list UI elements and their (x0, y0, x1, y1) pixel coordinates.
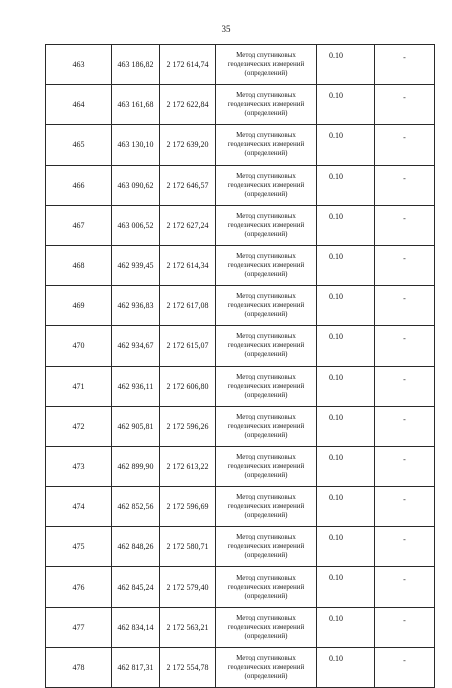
x-coordinate-cell: 463 006,52 (112, 205, 160, 245)
x-coordinate-cell: 463 090,62 (112, 165, 160, 205)
method-line: (определений) (244, 671, 288, 680)
method-line: геодезических измерений (227, 502, 305, 511)
note-cell: - (375, 487, 435, 527)
table-row (46, 567, 435, 607)
note-cell: - (375, 406, 435, 446)
method-line: геодезических измерений (227, 381, 305, 390)
y-coordinate-cell: 2 172 563,21 (160, 607, 216, 647)
point-number-cell: 468 (46, 245, 112, 285)
method-line: (определений) (244, 511, 288, 520)
method-line: Метод спутниковых (236, 452, 296, 461)
precision-cell: 0.10 (317, 286, 375, 326)
method-line: геодезических измерений (227, 140, 305, 149)
method-line: геодезических измерений (227, 180, 305, 189)
x-coordinate-cell: 462 936,83 (112, 286, 160, 326)
y-coordinate-cell: 2 172 596,26 (160, 406, 216, 446)
note-cell: - (375, 326, 435, 366)
precision-cell: 0.10 (317, 45, 375, 85)
x-coordinate-cell: 462 848,26 (112, 527, 160, 567)
method-line: (определений) (244, 591, 288, 600)
method-line: (определений) (244, 109, 288, 118)
method-line: геодезических измерений (227, 261, 305, 270)
method-line: геодезических измерений (227, 100, 305, 109)
method-line: Метод спутниковых (236, 211, 296, 220)
x-coordinate-cell: 463 186,82 (112, 45, 160, 85)
method-line: (определений) (244, 69, 288, 78)
method-line: (определений) (244, 350, 288, 359)
point-number-cell: 474 (46, 487, 112, 527)
table-row (46, 326, 435, 366)
method-line: геодезических измерений (227, 662, 305, 671)
point-number-cell: 466 (46, 165, 112, 205)
point-number-cell: 476 (46, 567, 112, 607)
method-line: геодезических измерений (227, 421, 305, 430)
method-line: геодезических измерений (227, 461, 305, 470)
table-row (46, 165, 435, 205)
x-coordinate-cell: 462 899,90 (112, 446, 160, 486)
y-coordinate-cell: 2 172 614,34 (160, 245, 216, 285)
x-coordinate-cell: 462 852,56 (112, 487, 160, 527)
method-line: геодезических измерений (227, 220, 305, 229)
method-line: (определений) (244, 631, 288, 640)
point-number-cell: 472 (46, 406, 112, 446)
precision-cell: 0.10 (317, 205, 375, 245)
precision-cell: 0.10 (317, 326, 375, 366)
note-cell: - (375, 286, 435, 326)
table-row (46, 205, 435, 245)
y-coordinate-cell: 2 172 646,57 (160, 165, 216, 205)
y-coordinate-cell: 2 172 614,74 (160, 45, 216, 85)
y-coordinate-cell: 2 172 606,80 (160, 366, 216, 406)
table-row (46, 487, 435, 527)
method-cell (216, 125, 317, 165)
method-cell (216, 527, 317, 567)
table-row (46, 245, 435, 285)
note-cell: - (375, 205, 435, 245)
precision-cell: 0.10 (317, 607, 375, 647)
method-line: (определений) (244, 430, 288, 439)
y-coordinate-cell: 2 172 613,22 (160, 446, 216, 486)
y-coordinate-cell: 2 172 580,71 (160, 527, 216, 567)
table-row (46, 527, 435, 567)
point-number-cell: 470 (46, 326, 112, 366)
precision-cell: 0.10 (317, 125, 375, 165)
x-coordinate-cell: 462 845,24 (112, 567, 160, 607)
y-coordinate-cell: 2 172 622,84 (160, 85, 216, 125)
method-line: Метод спутниковых (236, 131, 296, 140)
x-coordinate-cell: 462 905,81 (112, 406, 160, 446)
method-line: Метод спутниковых (236, 91, 296, 100)
precision-cell: 0.10 (317, 165, 375, 205)
method-line: (определений) (244, 310, 288, 319)
precision-cell: 0.10 (317, 567, 375, 607)
method-line: геодезических измерений (227, 341, 305, 350)
method-line: Метод спутниковых (236, 372, 296, 381)
y-coordinate-cell: 2 172 554,78 (160, 647, 216, 687)
method-line: геодезических измерений (227, 582, 305, 591)
precision-cell: 0.10 (317, 647, 375, 687)
y-coordinate-cell: 2 172 579,40 (160, 567, 216, 607)
method-line: геодезических измерений (227, 542, 305, 551)
method-line: Метод спутниковых (236, 653, 296, 662)
method-line: (определений) (244, 470, 288, 479)
point-number-cell: 463 (46, 45, 112, 85)
method-line: (определений) (244, 189, 288, 198)
precision-cell: 0.10 (317, 446, 375, 486)
precision-cell: 0.10 (317, 487, 375, 527)
x-coordinate-cell: 462 934,67 (112, 326, 160, 366)
point-number-cell: 475 (46, 527, 112, 567)
table-body (46, 45, 435, 688)
table-row (46, 366, 435, 406)
method-cell (216, 286, 317, 326)
method-line: Метод спутниковых (236, 412, 296, 421)
precision-cell: 0.10 (317, 85, 375, 125)
method-line: Метод спутниковых (236, 613, 296, 622)
method-line: (определений) (244, 229, 288, 238)
method-line: геодезических измерений (227, 301, 305, 310)
y-coordinate-cell: 2 172 596,69 (160, 487, 216, 527)
method-cell (216, 487, 317, 527)
method-cell (216, 446, 317, 486)
x-coordinate-cell: 462 936,11 (112, 366, 160, 406)
method-cell (216, 165, 317, 205)
method-cell (216, 205, 317, 245)
x-coordinate-cell: 462 834,14 (112, 607, 160, 647)
note-cell: - (375, 165, 435, 205)
table-row (46, 85, 435, 125)
method-line: (определений) (244, 551, 288, 560)
table-row (46, 647, 435, 687)
table-row (46, 446, 435, 486)
method-cell (216, 607, 317, 647)
y-coordinate-cell: 2 172 617,08 (160, 286, 216, 326)
method-line: Метод спутниковых (236, 51, 296, 60)
precision-cell: 0.10 (317, 527, 375, 567)
table-row (46, 286, 435, 326)
point-number-cell: 467 (46, 205, 112, 245)
table-row (46, 125, 435, 165)
point-number-cell: 473 (46, 446, 112, 486)
table-row (46, 45, 435, 85)
method-line: Метод спутниковых (236, 252, 296, 261)
x-coordinate-cell: 463 161,68 (112, 85, 160, 125)
method-cell (216, 366, 317, 406)
note-cell: - (375, 527, 435, 567)
method-cell (216, 326, 317, 366)
method-line: Метод спутниковых (236, 292, 296, 301)
coordinates-table (45, 44, 435, 688)
point-number-cell: 478 (46, 647, 112, 687)
note-cell: - (375, 85, 435, 125)
point-number-cell: 477 (46, 607, 112, 647)
table-row (46, 406, 435, 446)
method-line: геодезических измерений (227, 622, 305, 631)
point-number-cell: 469 (46, 286, 112, 326)
x-coordinate-cell: 462 817,31 (112, 647, 160, 687)
method-cell (216, 45, 317, 85)
precision-cell: 0.10 (317, 406, 375, 446)
note-cell: - (375, 125, 435, 165)
y-coordinate-cell: 2 172 615,07 (160, 326, 216, 366)
method-line: (определений) (244, 270, 288, 279)
y-coordinate-cell: 2 172 639,20 (160, 125, 216, 165)
y-coordinate-cell: 2 172 627,24 (160, 205, 216, 245)
method-line: (определений) (244, 390, 288, 399)
table-row (46, 607, 435, 647)
x-coordinate-cell: 462 939,45 (112, 245, 160, 285)
page-number: 35 (221, 24, 231, 34)
method-cell (216, 245, 317, 285)
note-cell: - (375, 45, 435, 85)
method-line: геодезических измерений (227, 60, 305, 69)
method-cell (216, 647, 317, 687)
note-cell: - (375, 245, 435, 285)
note-cell: - (375, 567, 435, 607)
point-number-cell: 465 (46, 125, 112, 165)
note-cell: - (375, 446, 435, 486)
note-cell: - (375, 647, 435, 687)
method-cell (216, 567, 317, 607)
note-cell: - (375, 366, 435, 406)
point-number-cell: 464 (46, 85, 112, 125)
method-line: Метод спутниковых (236, 332, 296, 341)
x-coordinate-cell: 463 130,10 (112, 125, 160, 165)
point-number-cell: 471 (46, 366, 112, 406)
method-cell (216, 85, 317, 125)
method-line: Метод спутниковых (236, 171, 296, 180)
method-line: (определений) (244, 149, 288, 158)
method-line: Метод спутниковых (236, 493, 296, 502)
method-cell (216, 406, 317, 446)
precision-cell: 0.10 (317, 245, 375, 285)
note-cell: - (375, 607, 435, 647)
method-line: Метод спутниковых (236, 573, 296, 582)
method-line: Метод спутниковых (236, 533, 296, 542)
precision-cell: 0.10 (317, 366, 375, 406)
